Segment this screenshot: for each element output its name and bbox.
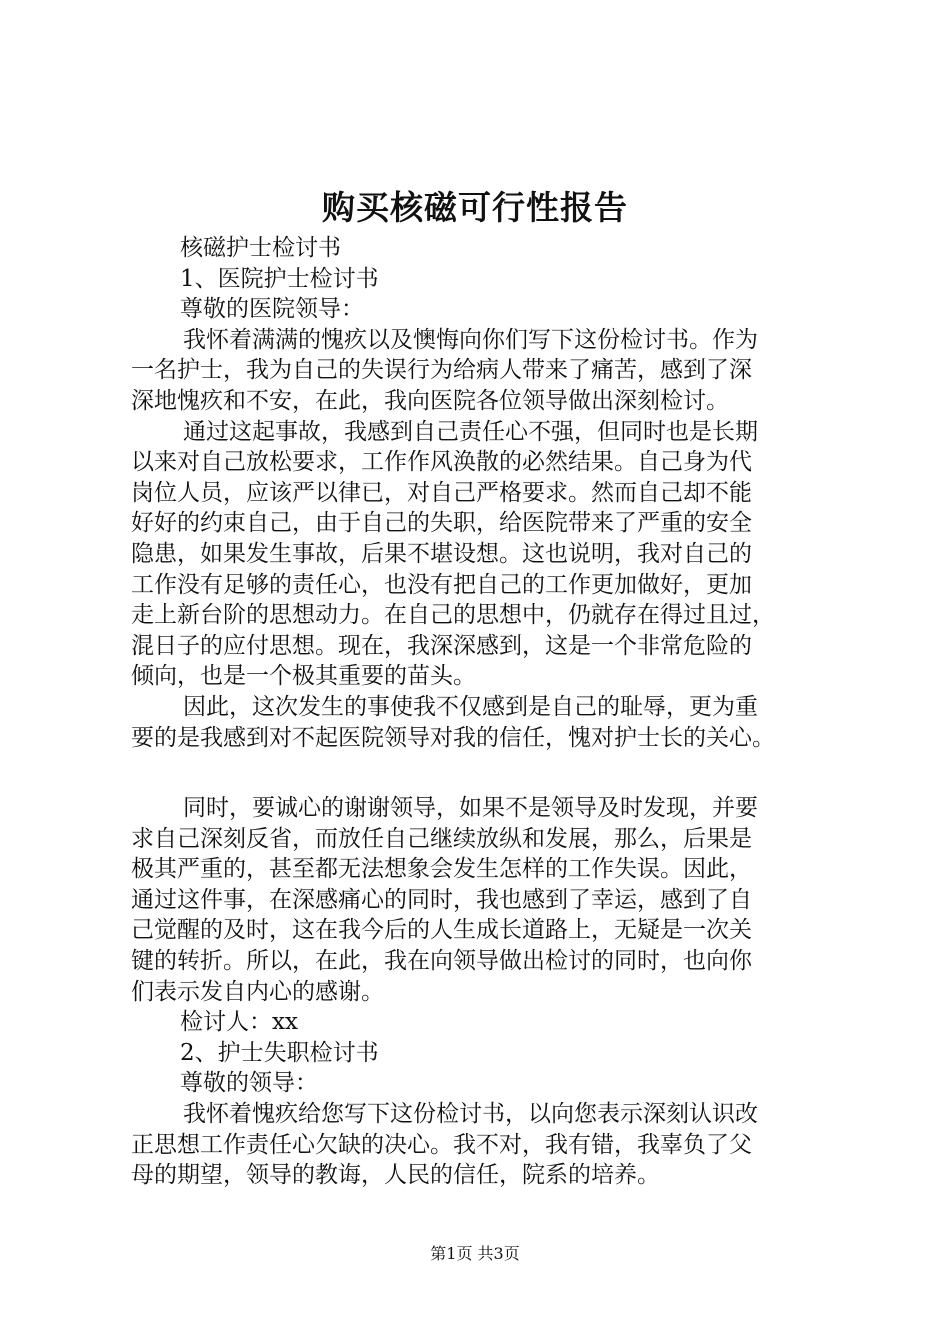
page-number-footer: 第1页 共3页	[430, 1244, 520, 1263]
paragraph-line: 工作没有足够的责任心，也没有把自己的工作更加做好，更加	[131, 571, 752, 598]
paragraph-line: 走上新台阶的思想动力。在自己的思想中，仍就存在得过且过，	[131, 602, 775, 629]
paragraph-line: 通过这起事故，我感到自己责任心不强，但同时也是长期	[183, 418, 758, 445]
paragraph-line: 深地愧疚和不安，在此，我向医院各位领导做出深刻检讨。	[131, 387, 729, 414]
paragraph-line: 以来对自己放松要求，工作作风涣散的必然结果。自己身为代	[131, 449, 752, 476]
section-heading-1: 1、医院护士检讨书	[180, 265, 379, 292]
document-title: 购买核磁可行性报告	[322, 188, 628, 227]
paragraph-line: 同时，要诚心的谢谢领导，如果不是领导及时发现，并要	[183, 795, 758, 822]
paragraph-line: 混日子的应付思想。现在，我深深感到，这是一个非常危险的	[131, 632, 752, 659]
paragraph-line: 好好的约束自己，由于自己的失职，给医院带来了严重的安全	[131, 510, 752, 537]
paragraph-5	[131, 1099, 831, 1191]
paragraph-line: 键的转折。所以，在此，我在向领导做出检讨的同时，也向你	[131, 948, 752, 975]
paragraph-spacer	[131, 753, 831, 793]
paragraph-2	[131, 417, 831, 692]
paragraph-line: 要的是我感到对不起医院领导对我的信任，愧对护士长的关心。	[131, 724, 775, 751]
paragraph-line: 己觉醒的及时，这在我今后的人生成长道路上，无疑是一次关	[131, 917, 752, 944]
document-body	[131, 233, 831, 1191]
paragraph-line: 我怀着满满的愧疚以及懊悔向你们写下这份检讨书。作为	[183, 326, 758, 353]
paragraph-line: 们表示发自内心的感谢。	[131, 978, 384, 1005]
section-heading-2: 2、护士失职检讨书	[180, 1039, 379, 1066]
paragraph-1	[131, 325, 831, 417]
salutation-1: 尊敬的医院领导：	[180, 296, 364, 323]
paragraph-line: 极其严重的，甚至都无法想象会发生怎样的工作失误。因此，	[131, 856, 752, 883]
paragraph-line: 岗位人员，应该严以律已，对自己严格要求。然而自己却不能	[131, 479, 752, 506]
heading-nurse-self-criticism: 核磁护士检讨书	[180, 235, 341, 261]
paragraph-3	[131, 692, 831, 753]
paragraph-line: 一名护士，我为自己的失误行为给病人带来了痛苦，感到了深	[131, 357, 752, 384]
paragraph-line: 正思想工作责任心欠缺的决心。我不对，我有错，我辜负了父	[131, 1131, 752, 1158]
salutation-2: 尊敬的领导：	[180, 1070, 318, 1097]
paragraph-line: 因此，这次发生的事使我不仅感到是自己的耻辱，更为重	[183, 693, 758, 720]
paragraph-line: 母的期望，领导的教诲，人民的信任，院系的培养。	[131, 1162, 660, 1189]
paragraph-4	[131, 793, 831, 1007]
paragraph-line: 倾向，也是一个极其重要的苗头。	[131, 663, 476, 690]
paragraph-line: 求自己深刻反省，而放任自己继续放纵和发展，那么，后果是	[131, 825, 752, 852]
paragraph-line: 隐患，如果发生事故，后果不堪设想。这也说明，我对自己的	[131, 540, 752, 567]
paragraph-line: 我怀着愧疚给您写下这份检讨书，以向您表示深刻认识改	[183, 1101, 758, 1128]
paragraph-line: 通过这件事，在深感痛心的同时，我也感到了幸运，感到了自	[131, 886, 752, 913]
signer-line: 检讨人：xx	[180, 1009, 298, 1036]
